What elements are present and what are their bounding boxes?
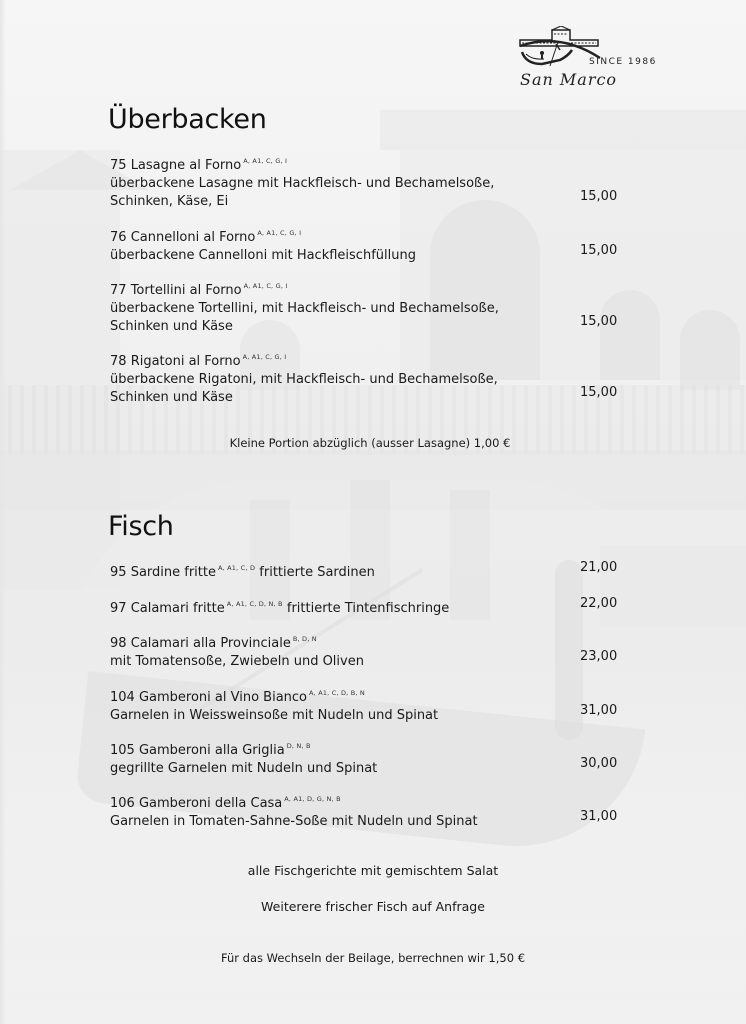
menu-item: 104 Gamberoni al Vino Bianco $^{A, A1, C, D, B, N}$ Garnelen in Weissweinsoße mit Nudeln und Spinat xyxy=(110,689,439,723)
allergen-codes: A, A1, C, G, I xyxy=(242,353,287,361)
item-price: 15,00 xyxy=(580,314,618,329)
allergen-codes: A, A1, D, G, N, B xyxy=(284,795,341,803)
item-price: 22,00 xyxy=(580,596,618,611)
brand-name: San Marco xyxy=(520,70,618,89)
item-price: 31,00 xyxy=(580,703,618,718)
allergen-codes: A, A1, C, G, I xyxy=(243,282,288,290)
menu-item: 76 Cannelloni al Forno $^{A, A1, C, G, I}$ überbackene Cannelloni mit Hackfleischfüllung xyxy=(110,229,416,263)
menu-item: 106 Gamberoni della Casa $^{A, A1, D, G, N, B}$ Garnelen in Tomaten-Sahne-Soße mit Nudeln und Spinat xyxy=(110,795,478,829)
allergen-codes: A, A1, C, D, N, B xyxy=(226,600,283,608)
section-title-ueberbacken: Überbacken xyxy=(108,104,267,135)
side-dish-change-note: Für das Wechseln der Beilage, berrechnen wir 1,50 € xyxy=(220,951,526,965)
restaurant-logo xyxy=(512,26,662,96)
since-label: SINCE 1986 xyxy=(589,57,657,67)
item-price: 21,00 xyxy=(580,560,618,575)
menu-item: 95 Sardine fritte $^{A, A1, C, D}$ frittierte Sardinen xyxy=(110,564,375,580)
small-portion-note: Kleine Portion abzüglich (ausser Lasagne) 1,00 € xyxy=(229,436,511,450)
section-title-fisch: Fisch xyxy=(108,511,174,542)
item-price: 31,00 xyxy=(580,809,618,824)
allergen-codes: B, D, N xyxy=(292,635,317,643)
allergen-codes: A, A1, C, D xyxy=(217,564,256,572)
menu-item: 105 Gamberoni alla Griglia $^{D, N, B}$ gegrillte Garnelen mit Nudeln und Spinat xyxy=(110,742,378,776)
allergen-codes: A, A1, C, G, I xyxy=(257,229,302,237)
fish-salad-note: alle Fischgerichte mit gemischtem Salat xyxy=(247,863,499,878)
item-price: 23,00 xyxy=(580,649,618,664)
item-price: 15,00 xyxy=(580,189,618,204)
menu-item: 77 Tortellini al Forno $^{A, A1, C, G, I}$ überbackene Tortellini, mit Hackfleisch- und Bechamelsoße, Schinken und Käse xyxy=(110,282,499,334)
allergen-codes: A, A1, C, D, B, N xyxy=(309,689,365,697)
menu-item: 97 Calamari fritte $^{A, A1, C, D, N, B}$ frittierte Tintenfischringe xyxy=(110,600,450,616)
menu-item: 78 Rigatoni al Forno $^{A, A1, C, G, I}$ überbackene Rigatoni, mit Hackfleisch- und Bechamelsoße, Schinken und Käse xyxy=(110,353,498,405)
menu-item: 98 Calamari alla Provinciale $^{B, D, N}$ mit Tomatensoße, Zwiebeln und Oliven xyxy=(110,635,364,669)
item-price: 15,00 xyxy=(580,385,618,400)
menu-item: 75 Lasagne al Forno $^{A, A1, C, G, I}$ überbackene Lasagne mit Hackfleisch- und Bechamelsoße, Schinken, Käse, Ei xyxy=(110,157,495,209)
allergen-codes: A, A1, C, G, I xyxy=(243,157,288,165)
item-price: 30,00 xyxy=(580,756,618,771)
fresh-fish-note: Weiterere frischer Fisch auf Anfrage xyxy=(261,899,485,914)
item-price: 15,00 xyxy=(580,243,618,258)
allergen-codes: D, N, B xyxy=(286,742,311,750)
